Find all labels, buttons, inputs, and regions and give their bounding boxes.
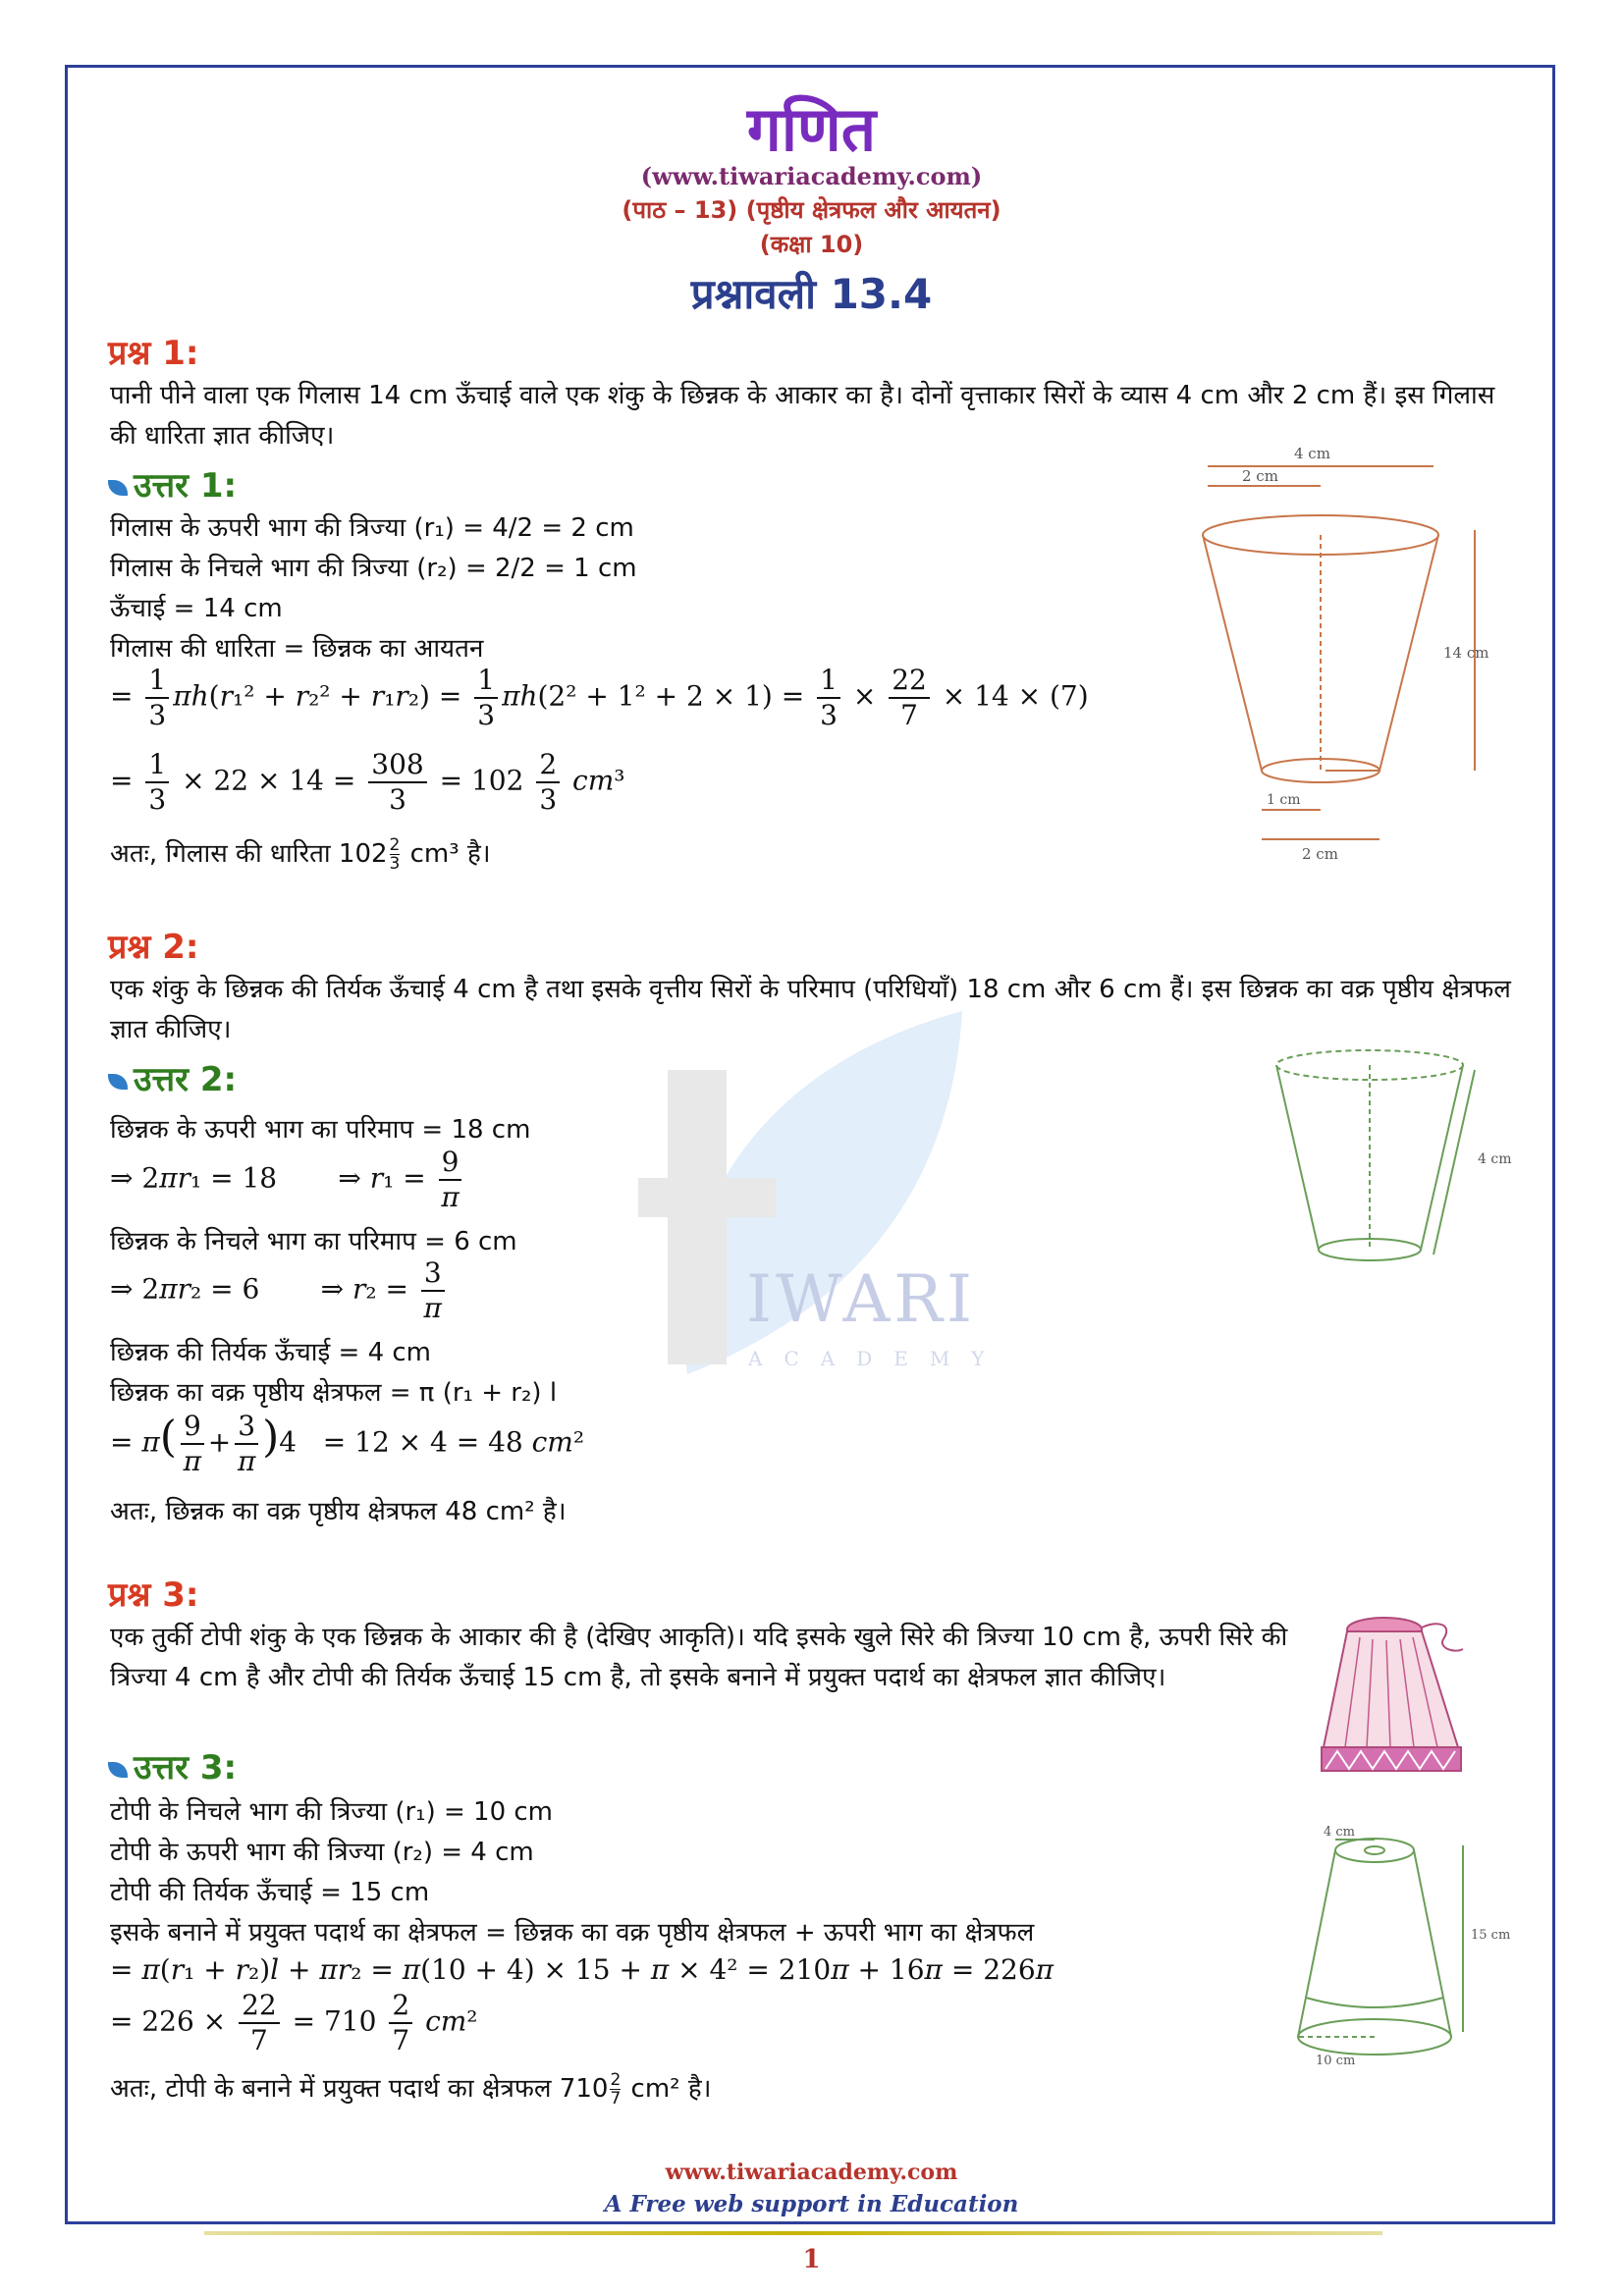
a3-conclusion-prefix: अतः, टोपी के बनाने में प्रयुक्त पदार्थ का क्षेत्रफल 710 (110, 2074, 609, 2104)
watermark-text: IWARI (746, 1261, 977, 1337)
a3-heading (108, 1743, 237, 1789)
a2-line-1: छिन्नक के ऊपरी भाग का परिमाप = 18 cm (110, 1115, 531, 1145)
a3-heading-text: उत्तर 3: (134, 1748, 238, 1788)
q2-heading: प्रश्न 2: (108, 928, 199, 967)
fig3-top-label: 4 cm (1324, 1826, 1356, 1840)
a3-formula-1: = π(r₁ + r₂)l + πr₂ = π(10 + 4) × 15 + π × 4² = 210π + 16π = 226π (110, 1953, 1055, 1986)
q3-heading: प्रश्न 3: (108, 1575, 199, 1615)
a1-conclusion-suffix: cm³ है। (409, 839, 491, 869)
q3-text: एक तुर्की टोपी शंकु के एक छिन्नक के आकार की है (देखिए आकृति)। यदि इसके खुले सिरे की त्रिज्या 10 cm है, ऊपरी सिरे की त्रिज्या 4 cm है और टोपी की तिर्यक ऊँचाई 15 cm है, तो इसके बनाने में प्रयुक्त पदार्थ का क्षेत्रफल ज्ञात कीजिए। (110, 1623, 1288, 1692)
a1-line: गिलास के निचले भाग की त्रिज्या (r₂) = 2/2 = 1 cm (110, 554, 637, 583)
a1-conclusion-prefix: अतः, गिलास की धारिता 102 (110, 839, 388, 869)
turkish-cap-figure (1316, 1610, 1483, 1782)
a1-conclusion: अतः, गिलास की धारिता 102 $\frac{2}{3}$ cm³ है। (110, 835, 491, 874)
a3-line: इसके बनाने में प्रयुक्त पदार्थ का क्षेत्रफल = छिन्नक का वक्र पृष्ठीय क्षेत्रफल + ऊपरी भाग का क्षेत्रफल (110, 1918, 1035, 1948)
a2-heading (108, 1055, 237, 1100)
a3-line: टोपी के ऊपरी भाग की त्रिज्या (r₂) = 4 cm (110, 1838, 534, 1867)
page-number: 1 (802, 2245, 821, 2274)
fig1-top-label: 4 cm (1294, 445, 1330, 462)
a2-formula-r1: ⇒ 2πr₁ = 18 ⇒ r₁ = $\frac{9}{\pi}$ (110, 1146, 465, 1214)
fig1-half-top-label: 2 cm (1242, 467, 1278, 485)
a3-line: टोपी की तिर्यक ऊँचाई = 15 cm (110, 1878, 430, 1907)
fig1-bottom-label: 2 cm (1302, 845, 1338, 863)
fig3-height-label: 15 cm (1471, 1928, 1511, 1943)
exercise-title: प्रश्नावली 13.4 (690, 270, 933, 318)
a2-line-4: छिन्नक का वक्र पृष्ठीय क्षेत्रफल = π (r₁ + r₂) l (110, 1378, 558, 1408)
leaf-icon (108, 1762, 128, 1778)
a3-formula-2: = 226 × $\frac{22}{7}$ = 710 $\frac{2}{7}$ cm² (110, 1989, 478, 2056)
a2-line-2: छिन्नक के निचले भाग का परिमाप = 6 cm (110, 1227, 517, 1256)
a1-heading-text: उत्तर 1: (134, 466, 238, 506)
a3-line: टोपी के निचले भाग की त्रिज्या (r₁) = 10 cm (110, 1797, 554, 1827)
fig2-slant-label: 4 cm (1478, 1151, 1512, 1167)
q2-text: एक शंकु के छिन्नक की तिर्यक ऊँचाई 4 cm है तथा इसके वृत्तीय सिरों के परिमाप (परिधियाँ) 18 cm और 6 cm हैं। इस छिन्नक का वक्र पृष्ठीय क्षेत्रफल ज्ञात कीजिए। (110, 975, 1511, 1044)
subject-title: गणित (746, 93, 877, 165)
cap-frustum-figure (1267, 1826, 1522, 2071)
q1-text: पानी पीने वाला एक गिलास 14 cm ऊँचाई वाले एक शंकु के छिन्नक के आकार का है। दोनों वृत्ताकार सिरों के व्यास 4 cm और 2 cm हैं। इस गिलास की धारिता ज्ञात कीजिए। (110, 381, 1495, 451)
website-link[interactable]: (www.tiwariacademy.com) (640, 162, 983, 190)
watermark-subtext: ACADEMY (748, 1347, 1006, 1370)
a1-formula-2: = $\frac{1}{3}$ × 22 × 14 = $\frac{308}{3}$ = 102 $\frac{2}{3}$ cm³ (110, 748, 625, 816)
footer-url[interactable]: www.tiwariacademy.com (665, 2160, 958, 2185)
leaf-icon (108, 1074, 128, 1090)
fig3-bottom-label: 10 cm (1316, 2054, 1356, 2068)
a2-heading-text: उत्तर 2: (134, 1060, 238, 1099)
frustum-figure (1257, 1041, 1512, 1276)
leaf-icon (108, 480, 128, 496)
class-info: (कक्षा 10) (759, 231, 864, 258)
chapter-info: (पाठ – 13) (पृष्ठीय क्षेत्रफल और आयतन) (622, 196, 1001, 224)
a1-line: गिलास की धारिता = छिन्नक का आयतन (110, 634, 484, 664)
a2-conclusion: अतः, छिन्नक का वक्र पृष्ठीय क्षेत्रफल 48 cm² है। (110, 1497, 567, 1526)
glass-frustum-figure (1178, 437, 1502, 869)
a2-formula-r2: ⇒ 2πr₂ = 6 ⇒ r₂ = $\frac{3}{\pi}$ (110, 1256, 449, 1325)
a1-line: गिलास के ऊपरी भाग की त्रिज्या (r₁) = 4/2 = 2 cm (110, 513, 634, 543)
a1-formula-1: = $\frac{1}{3}$ πh(r₁² + r₂² + r₁r₂) = $\frac{1}{3}$ πh(2² + 1² + 2 × 1) = $\frac{1}{3}$ × $\frac{22}{7}$ × 14 × (7) (110, 664, 1089, 731)
a3-conclusion-suffix: cm² है। (630, 2074, 712, 2104)
a1-heading (108, 461, 237, 507)
fig1-bottom-half-label: 1 cm (1267, 792, 1301, 808)
footer-tagline: A Free web support in Education (604, 2191, 1019, 2217)
a2-formula-csa: = π( $\frac{9}{\pi}$ + $\frac{3}{\pi}$ )4 = 12 × 4 = 48 cm² (110, 1410, 585, 1477)
fig1-height-label: 14 cm (1443, 644, 1489, 662)
a1-line: ऊँचाई = 14 cm (110, 594, 283, 623)
footer-divider (204, 2231, 1382, 2235)
a3-conclusion: अतः, टोपी के बनाने में प्रयुक्त पदार्थ का क्षेत्रफल 710 $\frac{2}{7}$ cm² है। (110, 2070, 712, 2109)
q1-heading: प्रश्न 1: (108, 334, 199, 373)
a2-line-3: छिन्नक की तिर्यक ऊँचाई = 4 cm (110, 1338, 432, 1367)
